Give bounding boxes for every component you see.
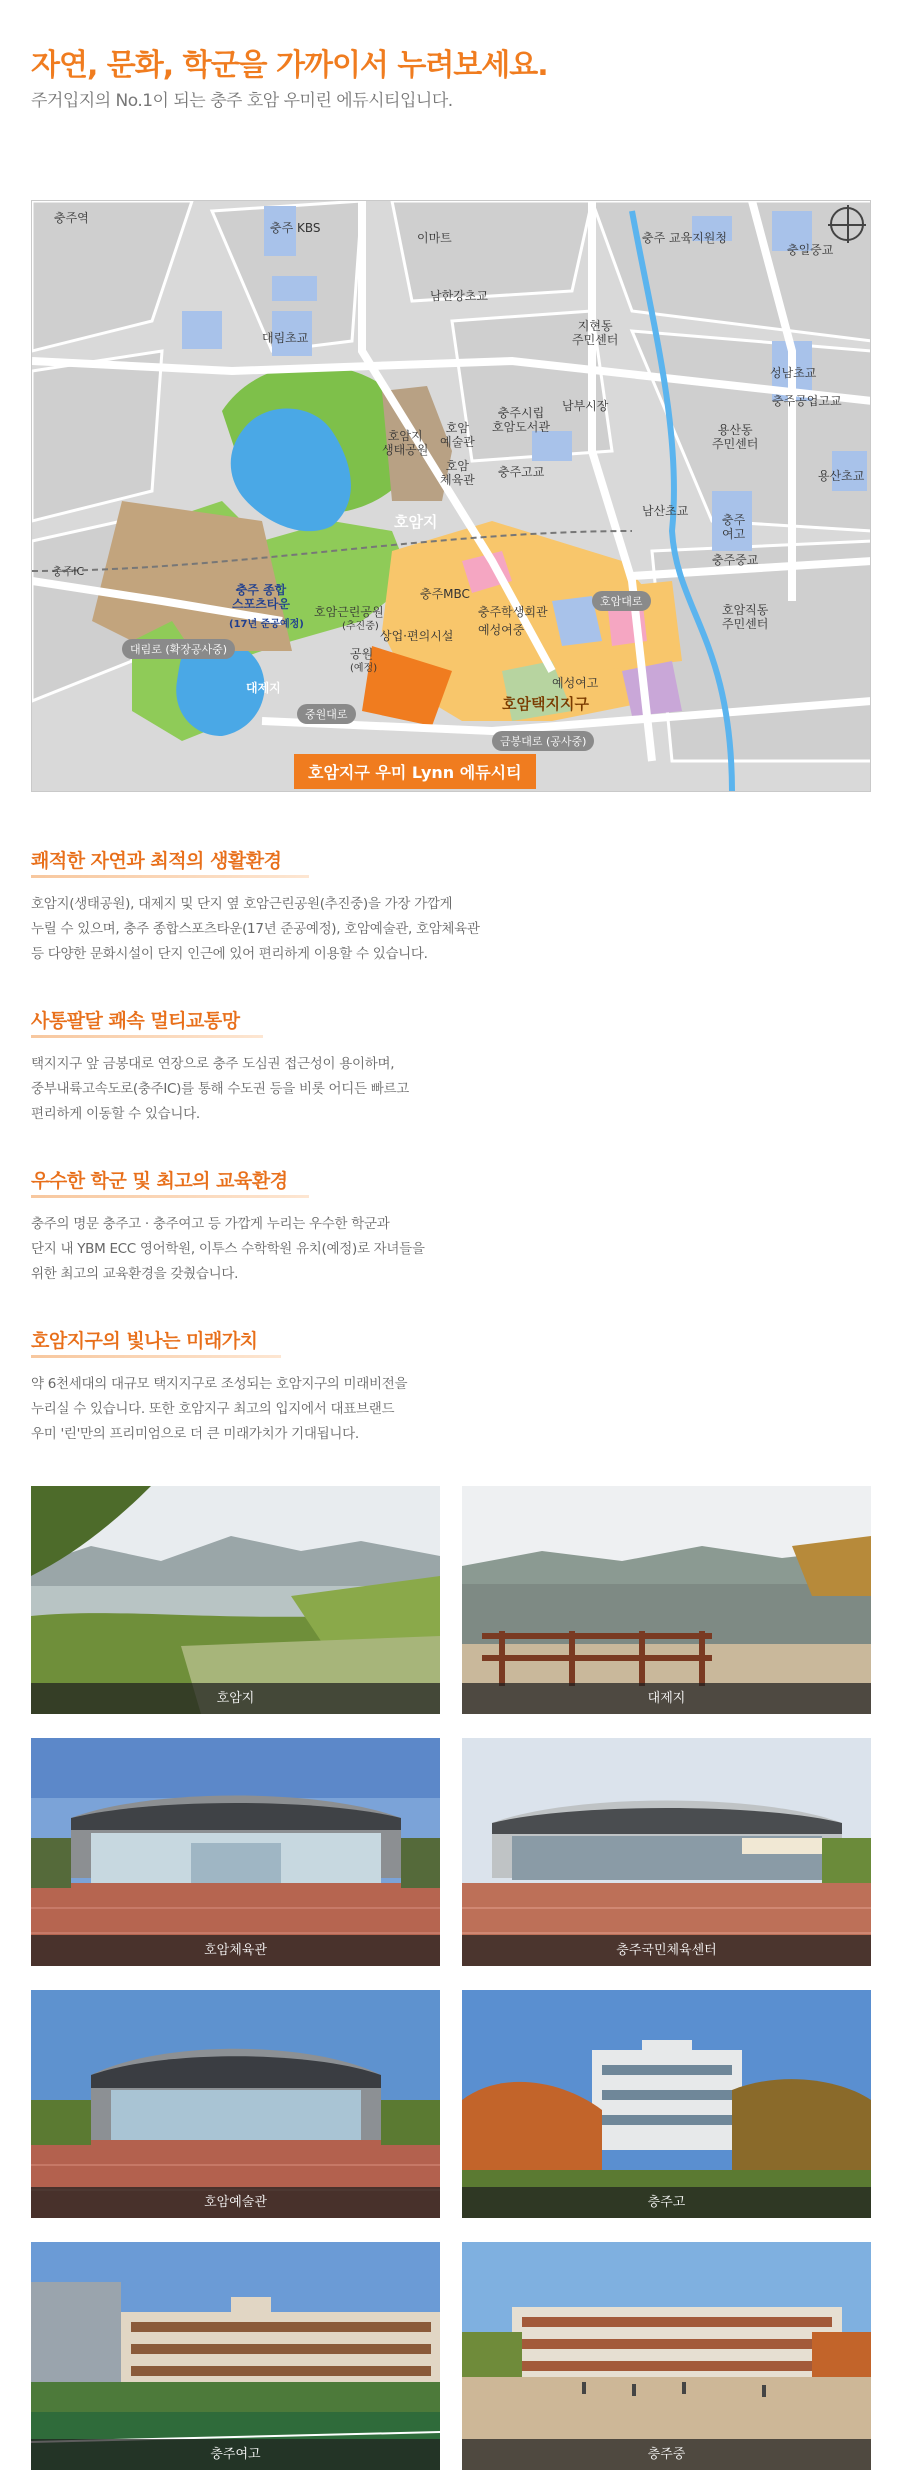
map-label-hoam-gym: 호암 체육관 <box>440 459 475 488</box>
map-label-namhan-elem: 남한강초교 <box>430 289 488 303</box>
feature-line: 등 다양한 문화시설이 단지 인근에 있어 편리하게 이용할 수 있습니다. <box>31 946 428 962</box>
road-tag-daerim: 대림로 (확장공사중) <box>122 639 235 659</box>
title-underline <box>31 875 309 878</box>
feature-line: 약 6천세대의 대규모 택지지구로 조성되는 호암지구의 미래비전을 <box>31 1376 408 1392</box>
map-label-hoam-district: 호암택지지구 <box>502 695 589 713</box>
map-label-park: 공원 <box>350 647 374 661</box>
map-label-hoamji-park: 호암지 생태공원 <box>382 429 429 458</box>
photo-caption: 충주여고 <box>31 2439 440 2470</box>
map-label-commercial: 상업·편의시설 <box>380 629 454 643</box>
map-label-yeseong-girls-middle: 예성여중 <box>478 623 525 637</box>
photo-chungju-high <box>462 1990 871 2218</box>
feature-title: 호암지구의 빛나는 미래가치 <box>31 1330 258 1352</box>
page-title: 자연, 문화, 학군을 가까이서 누려보세요. <box>31 48 548 83</box>
feature-line: 위한 최고의 교육환경을 갖췄습니다. <box>31 1266 239 1282</box>
road-tag-geumbong: 금봉대로 (공사중) <box>492 731 594 751</box>
photo-hoam-gym <box>31 1738 440 1966</box>
map-label-sports-town-note: (17년 준공예정) <box>229 619 304 630</box>
photo-caption: 충주국민체육센터 <box>462 1935 871 1966</box>
photo-caption: 호암지 <box>31 1683 440 1714</box>
page-subtitle: 주거입지의 No.1이 되는 충주 호암 우미린 에듀시티입니다. <box>31 91 453 111</box>
map-label-station: 충주역 <box>54 211 89 225</box>
map-label-seongnam-elem: 성남초교 <box>770 366 817 380</box>
map-label-sports-town: 충주 종합 스포츠타운 <box>232 583 290 612</box>
site-banner: 호암지구 우미 Lynn 에듀시티 <box>294 754 536 789</box>
road-tag-hoam: 호암대로 <box>592 591 651 611</box>
feature-title: 쾌적한 자연과 최적의 생활환경 <box>31 850 282 872</box>
map-label-hoamjik: 호암직동 주민센터 <box>722 603 769 632</box>
feature-title: 우수한 학군 및 최고의 교육환경 <box>31 1170 288 1192</box>
feature-line: 편리하게 이동할 수 있습니다. <box>31 1106 200 1122</box>
feature-line: 택지지구 앞 금봉대로 연장으로 충주 도심권 접근성이 용이하며, <box>31 1056 395 1072</box>
photo-hoamji <box>31 1486 440 1714</box>
feature-line: 누리실 수 있습니다. 또한 호암지구 최고의 입지에서 대표브랜드 <box>31 1401 395 1417</box>
photo-national-sports-center <box>462 1738 871 1966</box>
map-label-kbs: 충주 KBS <box>270 221 321 235</box>
title-underline <box>31 1355 281 1358</box>
map-label-hoam-park: 호암근린공원 <box>314 605 384 619</box>
map-label-hoamji: 호암지 <box>394 513 438 531</box>
map-label-yongsan: 용산동 주민센터 <box>712 423 759 452</box>
map-label-library: 충주시립 호암도서관 <box>492 406 550 435</box>
road-tag-jungwon: 중원대로 <box>297 704 356 724</box>
photo-caption: 호암예술관 <box>31 2187 440 2218</box>
map-label-yeseong-girls-high: 예성여고 <box>552 676 599 690</box>
photo-caption: 호암체육관 <box>31 1935 440 1966</box>
photo-chungju-middle <box>462 2242 871 2470</box>
map-label-girls-high: 충주 여고 <box>722 513 746 542</box>
title-underline <box>31 1195 309 1198</box>
photo-hoam-art <box>31 1990 440 2218</box>
feature-nature <box>31 846 871 967</box>
map-label-emart: 이마트 <box>417 231 452 245</box>
map-label-chungju-middle: 충주중교 <box>712 553 759 567</box>
feature-line: 충주의 명문 충주고 · 충주여고 등 가깝게 누리는 우수한 학군과 <box>31 1216 390 1232</box>
map-label-namsan-elem: 남산초교 <box>642 504 689 518</box>
map-label-nambu: 남부시장 <box>562 399 609 413</box>
map-label-park-note: (예정) <box>350 663 378 674</box>
feature-transport <box>31 1006 871 1127</box>
map-label-jihyeon: 지현동 주민센터 <box>572 319 619 348</box>
feature-line: 단지 내 YBM ECC 영어학원, 이투스 수학학원 유치(예정)로 자녀들을 <box>31 1241 425 1257</box>
map-label-yongsan-elem: 용산초교 <box>818 469 865 483</box>
feature-line: 우미 '린'만의 프리미엄으로 더 큰 미래가치가 기대됩니다. <box>31 1426 359 1442</box>
map-label-chungju-high: 충주고교 <box>498 465 545 479</box>
compass-icon <box>830 207 864 241</box>
location-map <box>31 200 871 792</box>
map-label-education-office: 충주 교육지원청 <box>642 231 727 245</box>
map-label-daeje: 대제지 <box>246 681 281 695</box>
photo-daeje <box>462 1486 871 1714</box>
title-underline <box>31 1035 263 1038</box>
map-label-mbc: 충주MBC <box>420 587 470 601</box>
photo-caption: 대제지 <box>462 1683 871 1714</box>
photo-caption: 충주중 <box>462 2439 871 2470</box>
photo-chungju-girls-high <box>31 2242 440 2470</box>
map-label-chungju-ic: 충주IC <box>52 565 85 578</box>
map-label-chungil-middle: 충일중교 <box>787 243 834 257</box>
feature-line: 호암지(생태공원), 대제지 및 단지 옆 호암근린공원(추진중)을 가장 가깝게 <box>31 896 453 912</box>
feature-line: 누릴 수 있으며, 충주 종합스포츠타운(17년 준공예정), 호암예술관, 호암체육관 <box>31 921 480 937</box>
feature-education <box>31 1166 871 1287</box>
feature-line: 중부내륙고속도로(충주IC)를 통해 수도권 등을 비롯 어디든 빠르고 <box>31 1081 409 1097</box>
map-label-chungju-tech: 충주공업고교 <box>772 394 842 408</box>
map-label-hoam-art: 호암 예술관 <box>440 421 475 450</box>
map-label-hoam-park-note: (추진중) <box>342 621 379 632</box>
feature-future <box>31 1326 871 1447</box>
map-label-daerim-elem: 대림초교 <box>262 331 309 345</box>
feature-title: 사통팔달 쾌속 멀티교통망 <box>31 1010 240 1032</box>
map-label-health: 충주학생회관 <box>478 605 548 619</box>
photo-caption: 충주고 <box>462 2187 871 2218</box>
